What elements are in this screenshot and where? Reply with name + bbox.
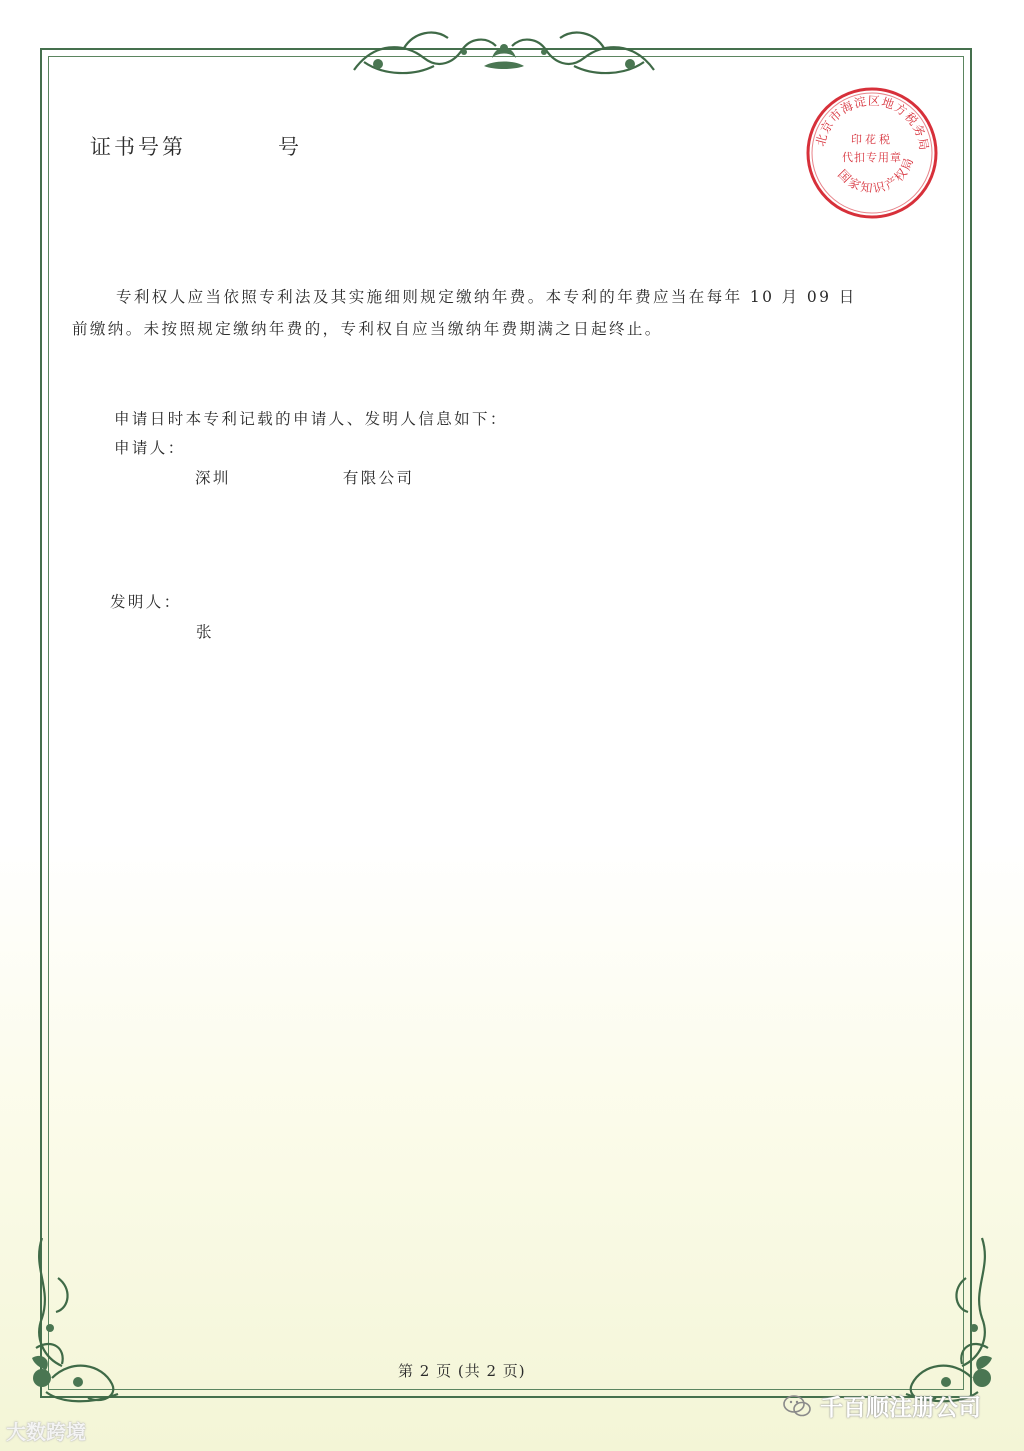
page-indicator: 第 2 页 (共 2 页): [398, 1362, 526, 1380]
applicant-name-prefix: 深圳: [195, 469, 231, 487]
watermark-right: [782, 1389, 981, 1422]
certificate-border-inner: [48, 56, 964, 1390]
seal-line1: 印花税: [851, 133, 893, 146]
info-intro: 申请日时本专利记载的申请人、发明人信息如下：: [114, 410, 508, 428]
top-ornament: [344, 22, 664, 82]
certificate-number: [90, 131, 302, 161]
corner-ornament-bottom-left: [22, 1228, 132, 1408]
wechat-icon: [782, 1394, 812, 1418]
seal-ring-text: 北京市海淀区地方税务局: [813, 93, 932, 153]
applicant-name-suffix: 有限公司: [342, 469, 415, 487]
corner-ornament-bottom-right: [892, 1228, 1002, 1408]
seal-bottom-text: 国家知识产权局: [835, 154, 917, 196]
inventor-name: 张: [196, 623, 214, 641]
applicant-name: [195, 462, 414, 494]
redaction-block: [231, 470, 343, 488]
watermark-left: [6, 1416, 86, 1445]
certificate-number-prefix: 证书号第: [90, 135, 186, 159]
watermark-right-text: 千百顺注册公司: [820, 1395, 981, 1421]
inventor-label: 发明人：: [110, 593, 182, 611]
fee-notice-line-2: 前缴纳。未按照规定缴纳年费的，专利权自应当缴纳年费期满之日起终止。: [72, 320, 663, 338]
applicant-label: 申请人：: [114, 439, 186, 457]
fee-notice-line-1: 专利权人应当依照专利法及其实施细则规定缴纳年费。本专利的年费应当在每年 10 月 09 日: [116, 288, 857, 306]
watermark-left-text: 大数跨境: [6, 1420, 86, 1444]
official-seal: [804, 85, 940, 221]
certificate-number-suffix: 号: [278, 135, 302, 159]
seal-line2: 代扣专用章: [842, 151, 902, 164]
